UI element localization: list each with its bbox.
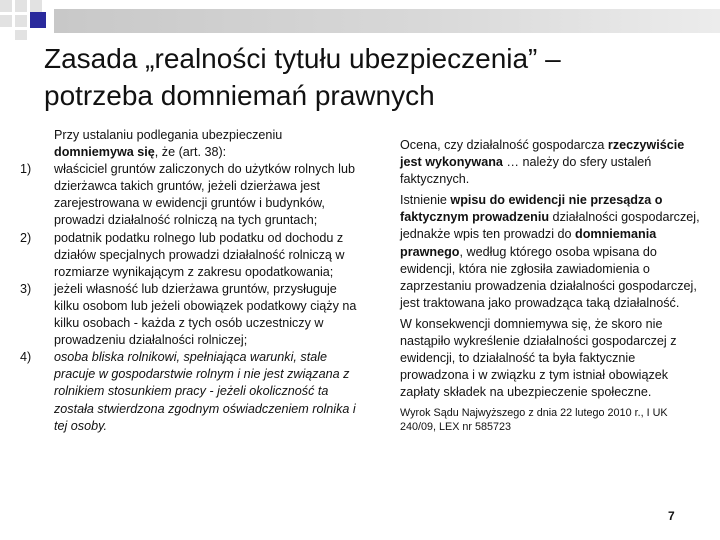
item-text: jeżeli własność lub dzierżawa gruntów, przysługuje kilku osobom lub jeżeli obowiązek podatkowy ciąży na kilku osobach - każda z tych osób uczestniczy w prowadzeniu działalności rolniczej; <box>54 281 357 348</box>
intro-text-2: , że (art. 38): <box>154 145 227 160</box>
item-number: 3) <box>20 281 32 296</box>
right-column <box>400 137 700 434</box>
presumption-list <box>20 161 360 435</box>
intro-bold: domniemywa się <box>54 145 155 160</box>
right-paragraph-1 <box>400 137 700 188</box>
court-citation: Wyrok Sądu Najwyższego z dnia 22 lutego 2010 r., I UK 240/09, LEX nr 585723 <box>400 407 668 434</box>
item-number: 1) <box>20 162 32 177</box>
slide-title <box>44 40 694 114</box>
intro-text-1: Przy ustalaniu podlegania ubezpieczeniu <box>54 128 283 142</box>
item-number: 4) <box>20 350 32 365</box>
list-item <box>20 161 360 229</box>
page-number: 7 <box>668 509 675 523</box>
list-item <box>20 349 360 434</box>
title-line-2: potrzeba domniemań prawnych <box>44 80 435 111</box>
p1-text-a: Ocena, czy działalność gospodarcza <box>400 138 608 152</box>
right-paragraph-2 <box>400 192 700 312</box>
item-text-italic: osoba bliska rolnikowi, spełniająca warunki, stale pracuje w gospodarstwie rolnym i nie jest związana z rolnikiem stosunkiem pracy - jeżeli okoliczność ta została stwierdzona zgodnym oświadczeniem rolnika i tej osoby. <box>54 350 356 433</box>
item-text: podatnik podatku rolnego lub podatku od dochodu z działów specjalnych prowadzi działalność rolniczą w rozmiarze wynikającym z zakresu opodatkowania; <box>54 230 345 279</box>
p2-bold-1: wpisu do ewidencji nie przesądza o faktycznym prowadzeniu <box>400 193 663 225</box>
p2-text-a: Istnienie <box>400 193 451 208</box>
right-paragraph-3: W konsekwencji domniemywa się, że skoro nie nastąpiło wykreślenie działalności gospodarczej z ewidencji, to działalność ta była faktycznie prowadzona i w związku z tym istniał obowiązek zapłaty składek na ubezpieczenie społeczne. <box>400 316 677 400</box>
p2-text-c: , według którego osoba wpisana do ewidencji, która nie zgłosiła zawiadomienia o zaprzestaniu prowadzenia działalności gospodarczej, jest traktowana jako prowadząca taką działalność. <box>400 244 697 310</box>
item-number: 2) <box>20 230 32 245</box>
p2-text-b: działalności gospodarczej, jednakże wpis ten prowadzi do <box>400 210 700 242</box>
left-intro <box>54 127 360 161</box>
item-text: właściciel gruntów zaliczonych do użytków rolnych lub dzierżawca takich gruntów, jeżeli dzierżawa jest zarejestrowana w ewidencji gruntów i budynków, prowadzi działalność rolniczą na tych gruntach; <box>54 162 355 228</box>
p2-bold-2: domniemania prawnego <box>400 227 657 259</box>
list-item <box>20 281 360 349</box>
decorative-header-bar <box>0 0 720 40</box>
p1-bold: rzeczywiście jest wykonywana <box>400 138 685 170</box>
title-line-1: Zasada „realności tytułu ubezpieczenia” – <box>44 43 561 74</box>
list-item <box>20 230 360 281</box>
p1-text-b: … należy do sfery ustaleń faktycznych. <box>400 155 652 187</box>
left-column <box>20 127 360 435</box>
